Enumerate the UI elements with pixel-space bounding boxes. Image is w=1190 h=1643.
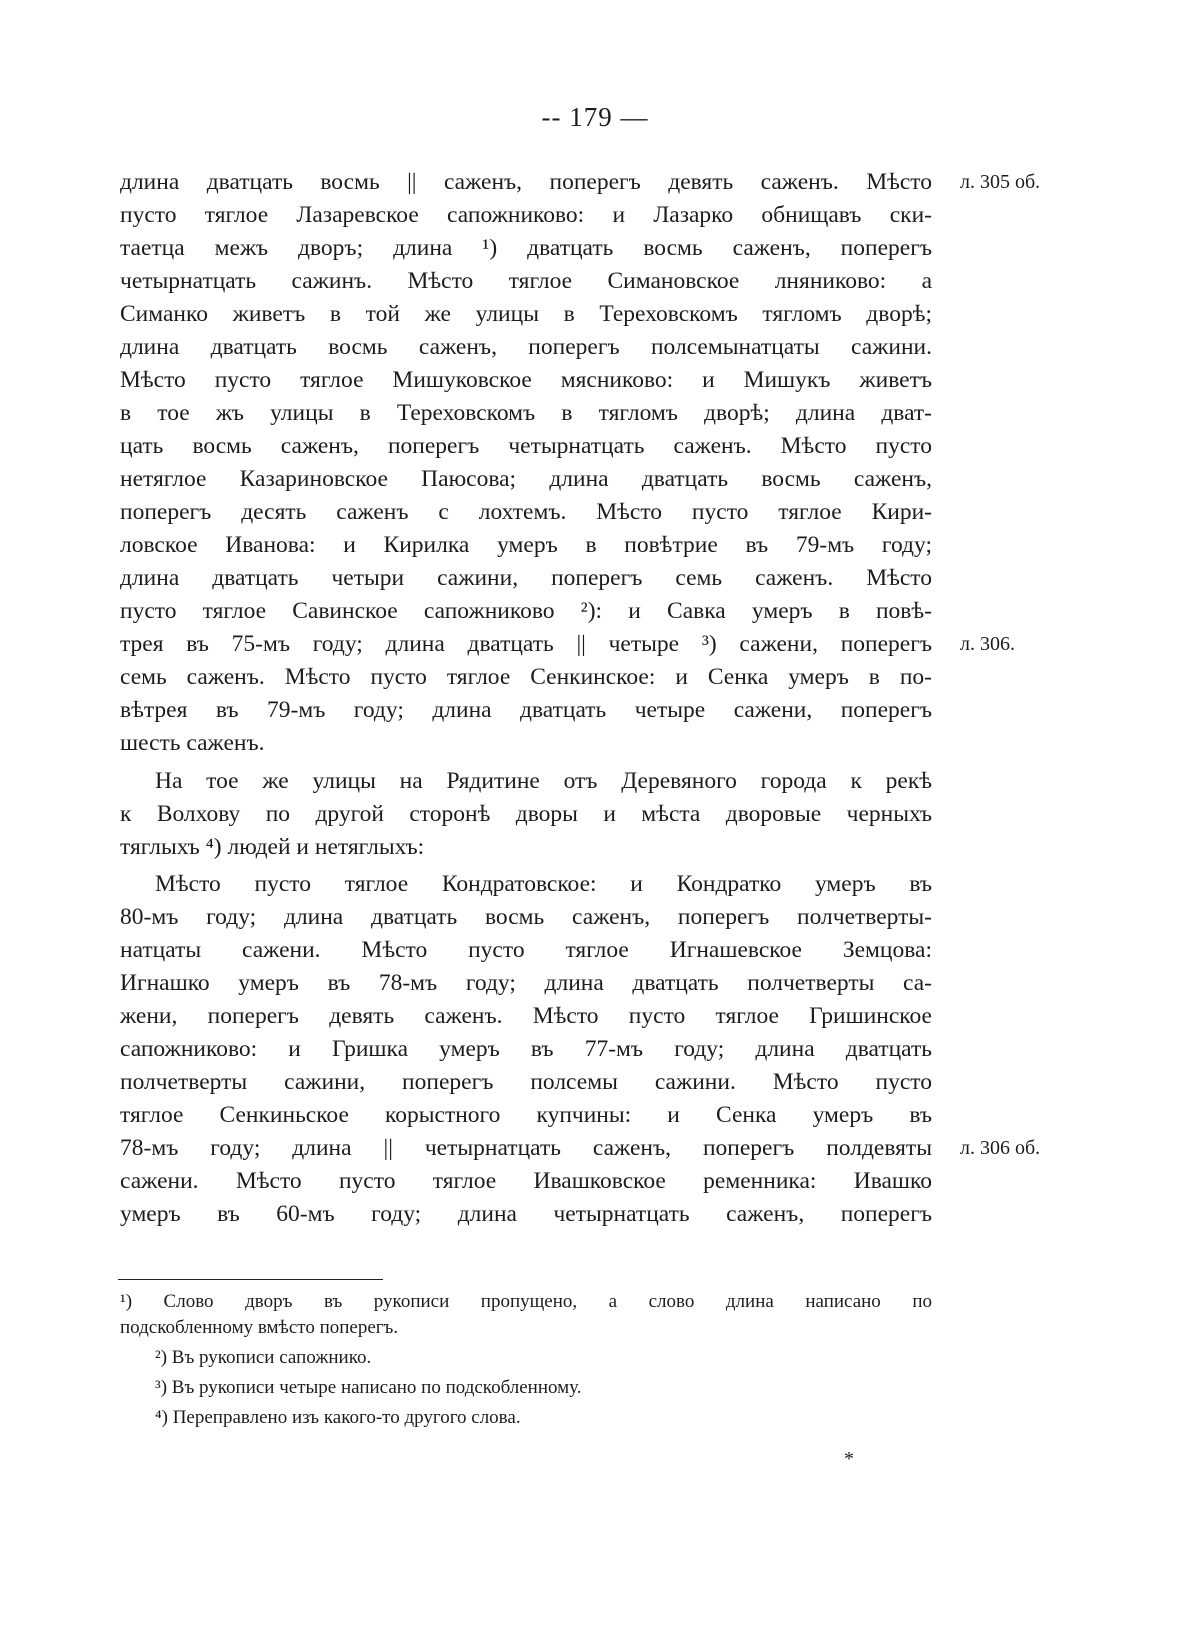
text-line: сажени. Мѣсто пусто тяглое Ивашковское ременника: Ивашко [120, 1168, 932, 1194]
footnote-divider [118, 1279, 383, 1280]
text-line: цать восмь саженъ, поперегъ четырнатцать саженъ. Мѣсто пусто [120, 433, 932, 459]
text-line: Симанко живетъ в той же улицы в Тереховскомъ тягломъ дворѣ; [120, 301, 932, 327]
text-line: Игнашко умеръ въ 78-мъ году; длина дватцать полчетверты са- [120, 970, 932, 996]
text-line: поперегъ десять саженъ с лохтемъ. Мѣсто пусто тяглое Кири- [120, 499, 932, 525]
text-line: пусто тяглое Лазаревское сапожниково: и Лазарко обнищавъ ски- [120, 202, 932, 228]
text-line: в тое жъ улицы в Тереховскомъ в тягломъ дворѣ; длина дват- [120, 400, 932, 426]
text-line: сапожниково: и Гришка умеръ въ 77-мъ году; длина дватцать [120, 1036, 932, 1062]
text-line: пусто тяглое Савинское сапожниково ²): и Савка умеръ в повѣ- [120, 598, 932, 624]
footnote: ⁴) Переправлено изъ какого-то другого слова. [155, 1407, 521, 1428]
page-number: -- 179 — [541, 102, 649, 132]
text-line: жени, поперегъ девять саженъ. Мѣсто пусто тяглое Гришинское [120, 1003, 932, 1029]
footnote: ³) Въ рукописи четыре написано по подскобленному. [155, 1377, 582, 1398]
text-line: На тое же улицы на Рядитине отъ Деревяного города к рекѣ [155, 768, 932, 794]
footnote: подскобленному вмѣсто поперегъ. [120, 1317, 399, 1338]
text-line: тяглыхъ ⁴) людей и нетяглыхъ: [120, 834, 425, 860]
text-line: длина дватцать четыри сажини, поперегъ семь саженъ. Мѣсто [120, 565, 932, 591]
text-line: умеръ въ 60-мъ году; длина четырнатцать саженъ, поперегъ [120, 1201, 932, 1227]
text-line: длина дватцать восмь саженъ, поперегъ полсемынатцаты сажини. [120, 334, 932, 360]
asterisk-mark: * [844, 1448, 854, 1470]
margin-folio-note: л. 306 об. [960, 1137, 1041, 1159]
text-line: трея въ 75-мъ году; длина дватцать || четыре ³) сажени, поперегъ [120, 631, 932, 657]
text-line: к Волхову по другой сторонѣ дворы и мѣста дворовые черныхъ [120, 801, 932, 827]
margin-folio-note: л. 306. [960, 633, 1015, 655]
text-line: четырнатцать сажинъ. Мѣсто тяглое Симановское лняниково: а [120, 268, 932, 294]
text-line: длина дватцать восмь || саженъ, поперегъ девять саженъ. Мѣсто [120, 169, 932, 195]
text-line: нетяглое Казариновское Паюсова; длина дватцать восмь саженъ, [120, 466, 932, 492]
text-line: ловское Иванова: и Кирилка умеръ в повѣтрие въ 79-мъ году; [120, 532, 932, 558]
text-line: таетца межъ дворъ; длина ¹) дватцать восмь саженъ, поперегъ [120, 235, 932, 261]
text-line: вѣтрея въ 79-мъ году; длина дватцать четыре сажени, поперегъ [120, 697, 932, 723]
text-line: натцаты сажени. Мѣсто пусто тяглое Игнашевское Земцова: [120, 937, 932, 963]
text-line: шесть саженъ. [120, 730, 265, 756]
text-line: полчетверты сажини, поперегъ полсемы сажини. Мѣсто пусто [120, 1069, 932, 1095]
footnote: ²) Въ рукописи сапожнико. [155, 1347, 372, 1368]
margin-folio-note: л. 305 об. [960, 171, 1041, 193]
footnote: ¹) Слово дворъ въ рукописи пропущено, а слово длина написано по [120, 1291, 932, 1312]
text-line: 80-мъ году; длина дватцать восмь саженъ, поперегъ полчетверты- [120, 904, 932, 930]
text-line: Мѣсто пусто тяглое Кондратовское: и Кондратко умеръ въ [155, 871, 932, 897]
text-line: семь саженъ. Мѣсто пусто тяглое Сенкинское: и Сенка умеръ в по- [120, 664, 932, 690]
text-line: 78-мъ году; длина || четырнатцать саженъ, поперегъ полдевяты [120, 1135, 932, 1161]
text-line: Мѣсто пусто тяглое Мишуковское мясниково: и Мишукъ живетъ [120, 367, 932, 393]
text-line: тяглое Сенкиньское корыстного купчины: и Сенка умеръ въ [120, 1102, 932, 1128]
